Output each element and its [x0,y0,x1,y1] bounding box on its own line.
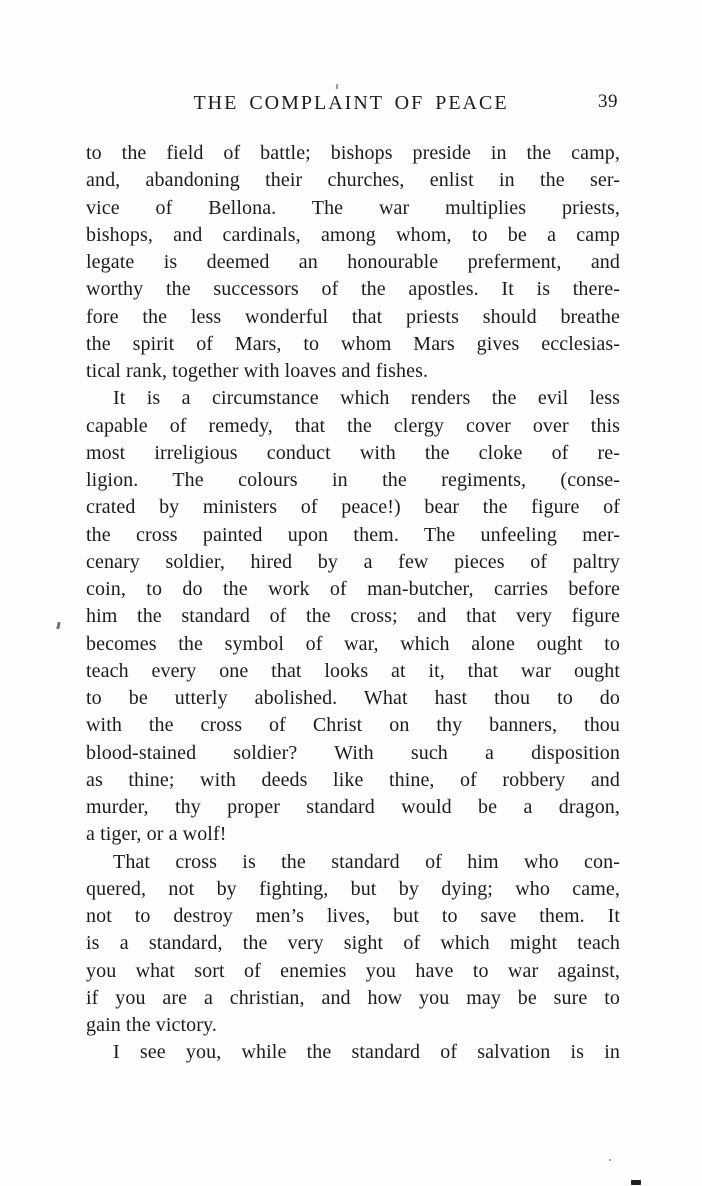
text-line: vice of Bellona. The war multiplies priests, [86,196,620,219]
text-line: It is a circumstance which renders the evil less [113,387,620,410]
text-line: becomes the symbol of war, which alone ought to [86,632,620,655]
text-line: with the cross of Christ on thy banners, thou [86,714,620,737]
page-title: THE COMPLAINT OF PEACE [193,92,509,114]
text-line: capable of remedy, that the clergy cover over this [86,414,620,437]
text-line: to be utterly abolished. What hast thou to do [86,687,620,709]
scan-speck [609,1159,611,1161]
text-line: the spirit of Mars, to whom Mars gives ecclesias- [86,332,620,355]
text-line: coin, to do the work of man-butcher, carries before [86,578,620,600]
text-line: crated by ministers of peace!) bear the figure of [86,496,620,519]
text-line: a tiger, or a wolf! [86,823,227,846]
text-line: most irreligious conduct with the cloke of re- [86,441,620,464]
text-line: and, abandoning their churches, enlist in the ser- [86,169,620,192]
text-line: him the standard of the cross; and that very figure [86,605,620,628]
text-line: if you are a christian, and how you may be sure to [86,986,620,1009]
text-line: fore the less wonderful that priests should breathe [86,305,620,328]
text-line: teach every one that looks at it, that war ought [86,659,620,682]
text-block [86,140,620,1067]
paragraph [86,849,620,1040]
text-line: not to destroy men’s lives, but to save them. It [86,905,620,927]
text-line: bishops, and cardinals, among whom, to be a camp [86,223,620,246]
paragraph [86,140,620,385]
text-line: to the field of battle; bishops preside in the camp, [86,142,620,164]
scan-speck [56,622,60,629]
text-line: tical rank, together with loaves and fishes. [86,360,429,382]
page-number: 39 [598,91,618,112]
page-header [0,92,702,118]
text-line: quered, not by fighting, but by dying; who came, [86,877,620,900]
text-line: as thine; with deeds like thine, of robbery and [86,768,620,791]
paragraph [86,1039,620,1066]
scan-speck [336,84,339,89]
text-line: is a standard, the very sight of which might teach [86,932,620,955]
text-line: cenary soldier, hired by a few pieces of paltry [86,550,620,573]
text-line: ligion. The colours in the regiments, (conse- [86,469,620,491]
text-line: murder, thy proper standard would be a dragon, [86,796,620,818]
text-line: legate is deemed an honourable preferment, and [86,251,620,273]
text-line: the cross painted upon them. The unfeeling mer- [86,523,620,546]
text-line: worthy the successors of the apostles. It is there- [86,278,620,301]
scan-speck [631,1180,641,1185]
paragraph [86,385,620,848]
text-line: gain the victory. [86,1014,217,1036]
text-line: That cross is the standard of him who con- [113,850,620,873]
text-line: blood-stained soldier? With such a disposition [86,741,620,764]
text-line: you what sort of enemies you have to war against, [86,959,620,982]
text-line: I see you, while the standard of salvation is in [113,1041,620,1064]
